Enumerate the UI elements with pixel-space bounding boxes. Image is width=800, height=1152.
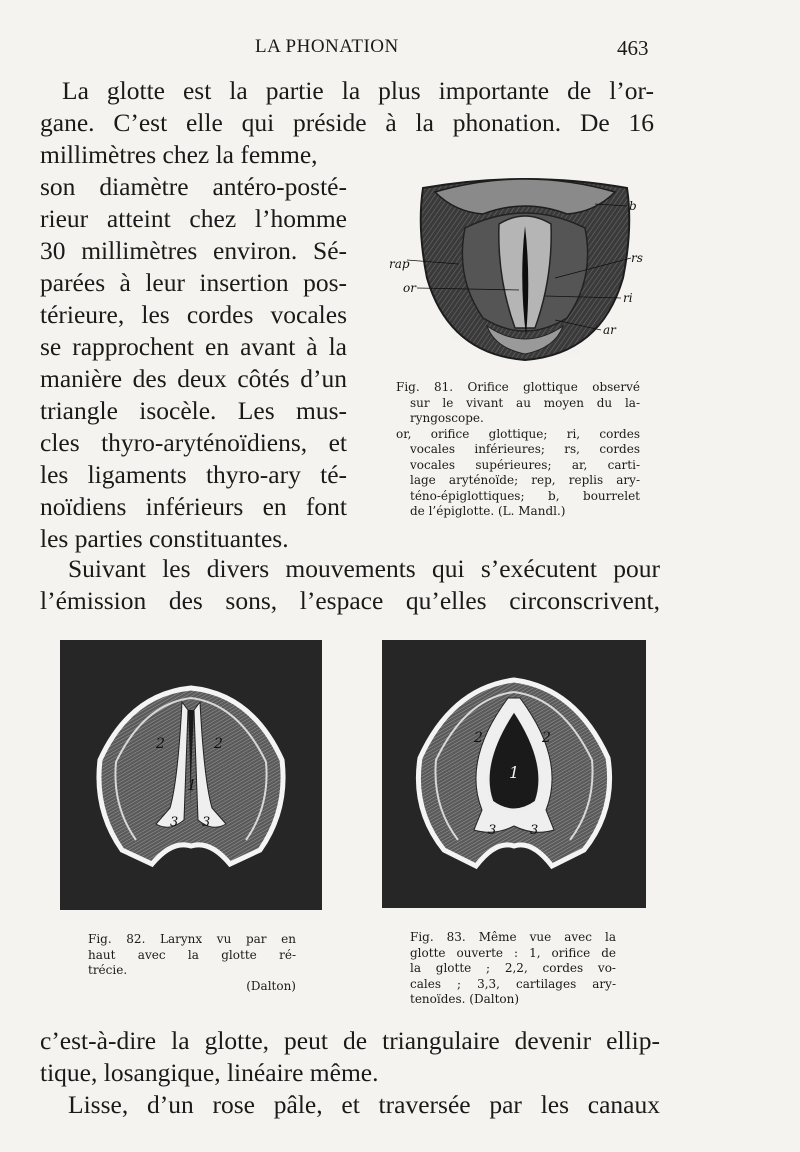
figure-81-laryngoscope-view [389, 168, 655, 392]
fig83-label-2-right: 2 [542, 730, 551, 746]
fig82-label-3-right: 3 [202, 815, 211, 830]
text-line: cles thyro-aryténoïdiens, et [40, 428, 347, 457]
figure-83-plate [382, 640, 646, 908]
fig81-label-ar: ar [603, 323, 616, 337]
text-line: c’est-à-dire la glotte, peut de triangulaire devenir ellip- [40, 1026, 660, 1055]
caption-line: Fig. 82. Larynx vu par en [88, 932, 296, 946]
caption-line: de l’épiglotte. (L. Mandl.) [410, 504, 566, 518]
text-line: tique, losangique, linéaire même. [40, 1058, 379, 1087]
caption-line: glotte ouverte : 1, orifice de [410, 945, 616, 960]
page-number: 463 [617, 36, 649, 60]
caption-credit: (Dalton) [246, 978, 296, 993]
text-line: noïdiens inférieurs en font [40, 492, 347, 521]
fig81-label-b: b [629, 199, 637, 213]
caption-line: haut avec la glotte ré- [88, 947, 296, 962]
fig81-label-lev: lev [450, 331, 465, 345]
fig83-label-1: 1 [509, 763, 520, 782]
text-line: parées à leur insertion pos- [40, 268, 347, 297]
caption-line: lage aryténoïde; rep, replis ary- [410, 473, 640, 487]
text-line: les parties constituantes. [40, 524, 289, 553]
text-line: se rapprochent en avant à la [40, 332, 347, 361]
running-title: LA PHONATION [255, 36, 399, 57]
text-line: 30 millimètres environ. Sé- [40, 236, 347, 265]
fig81-label-or: or [403, 281, 416, 295]
figure-81-caption [396, 380, 640, 520]
caption-line: vocales inférieures; rs, cordes [410, 442, 640, 456]
running-header [0, 36, 800, 62]
caption-line: tenoïdes. (Dalton) [410, 992, 520, 1006]
figure-82-caption [88, 932, 296, 994]
caption-line: cales ; 3,3, cartilages ary- [410, 976, 616, 991]
text-line: triangle isocèle. Les mus- [40, 396, 347, 425]
fig83-label-3-left: 3 [488, 823, 497, 838]
text-line: La glotte est la partie la plus importante de l’or- [62, 76, 654, 105]
caption-line: sur le vivant au moyen du la- [410, 395, 640, 410]
text-line: Suivant les divers mouvements qui s’exécutent pour [68, 554, 660, 583]
fig81-label-rap: rap [389, 257, 410, 271]
larynx-open-glottis-illustration [382, 640, 646, 908]
text-line: les ligaments thyro-ary té- [40, 460, 347, 489]
fig83-label-2-left: 2 [474, 730, 483, 746]
caption-line: la glotte ; 2,2, cordes vo- [410, 961, 616, 975]
fig82-label-2-left: 2 [156, 736, 165, 752]
caption-line: Fig. 83. Même vue avec la [410, 930, 616, 944]
larynx-narrow-glottis-illustration [60, 640, 322, 910]
caption-line: téno-épiglottiques; b, bourrelet [410, 488, 640, 503]
text-line: gane. C’est elle qui préside à la phonation. De 16 [40, 108, 654, 137]
glottis-illustration [389, 168, 655, 392]
text-line: manière des deux côtés d’un [40, 364, 347, 393]
caption-line: trécie. [88, 963, 128, 977]
text-line: millimètres chez la femme, [40, 140, 318, 169]
fig81-label-es: es [571, 347, 580, 356]
caption-line: ryngoscope. [410, 411, 484, 425]
fig81-label-rs: rs [631, 251, 643, 265]
fig81-label-ri: ri [623, 291, 633, 305]
fig82-label-2-right: 2 [214, 736, 223, 752]
text-line: Lisse, d’un rose pâle, et traversée par les canaux [68, 1090, 660, 1119]
caption-line: Fig. 81. Orifice glottique observé [396, 380, 640, 394]
fig82-label-3-left: 3 [170, 815, 179, 830]
caption-line: or, orifice glottique; ri, cordes [396, 426, 640, 441]
text-line: son diamètre antéro-posté- [40, 172, 347, 201]
text-line: l’émission des sons, l’espace qu’elles circonscrivent, [40, 586, 660, 615]
figure-82-plate [60, 640, 322, 910]
fig82-label-1: 1 [187, 776, 197, 794]
text-line: rieur atteint chez l’homme [40, 204, 347, 233]
caption-line: vocales supérieures; ar, carti- [410, 457, 640, 472]
text-line: térieure, les cordes vocales [40, 300, 347, 329]
figure-83-caption [410, 930, 616, 1008]
fig83-label-3-right: 3 [530, 823, 539, 838]
